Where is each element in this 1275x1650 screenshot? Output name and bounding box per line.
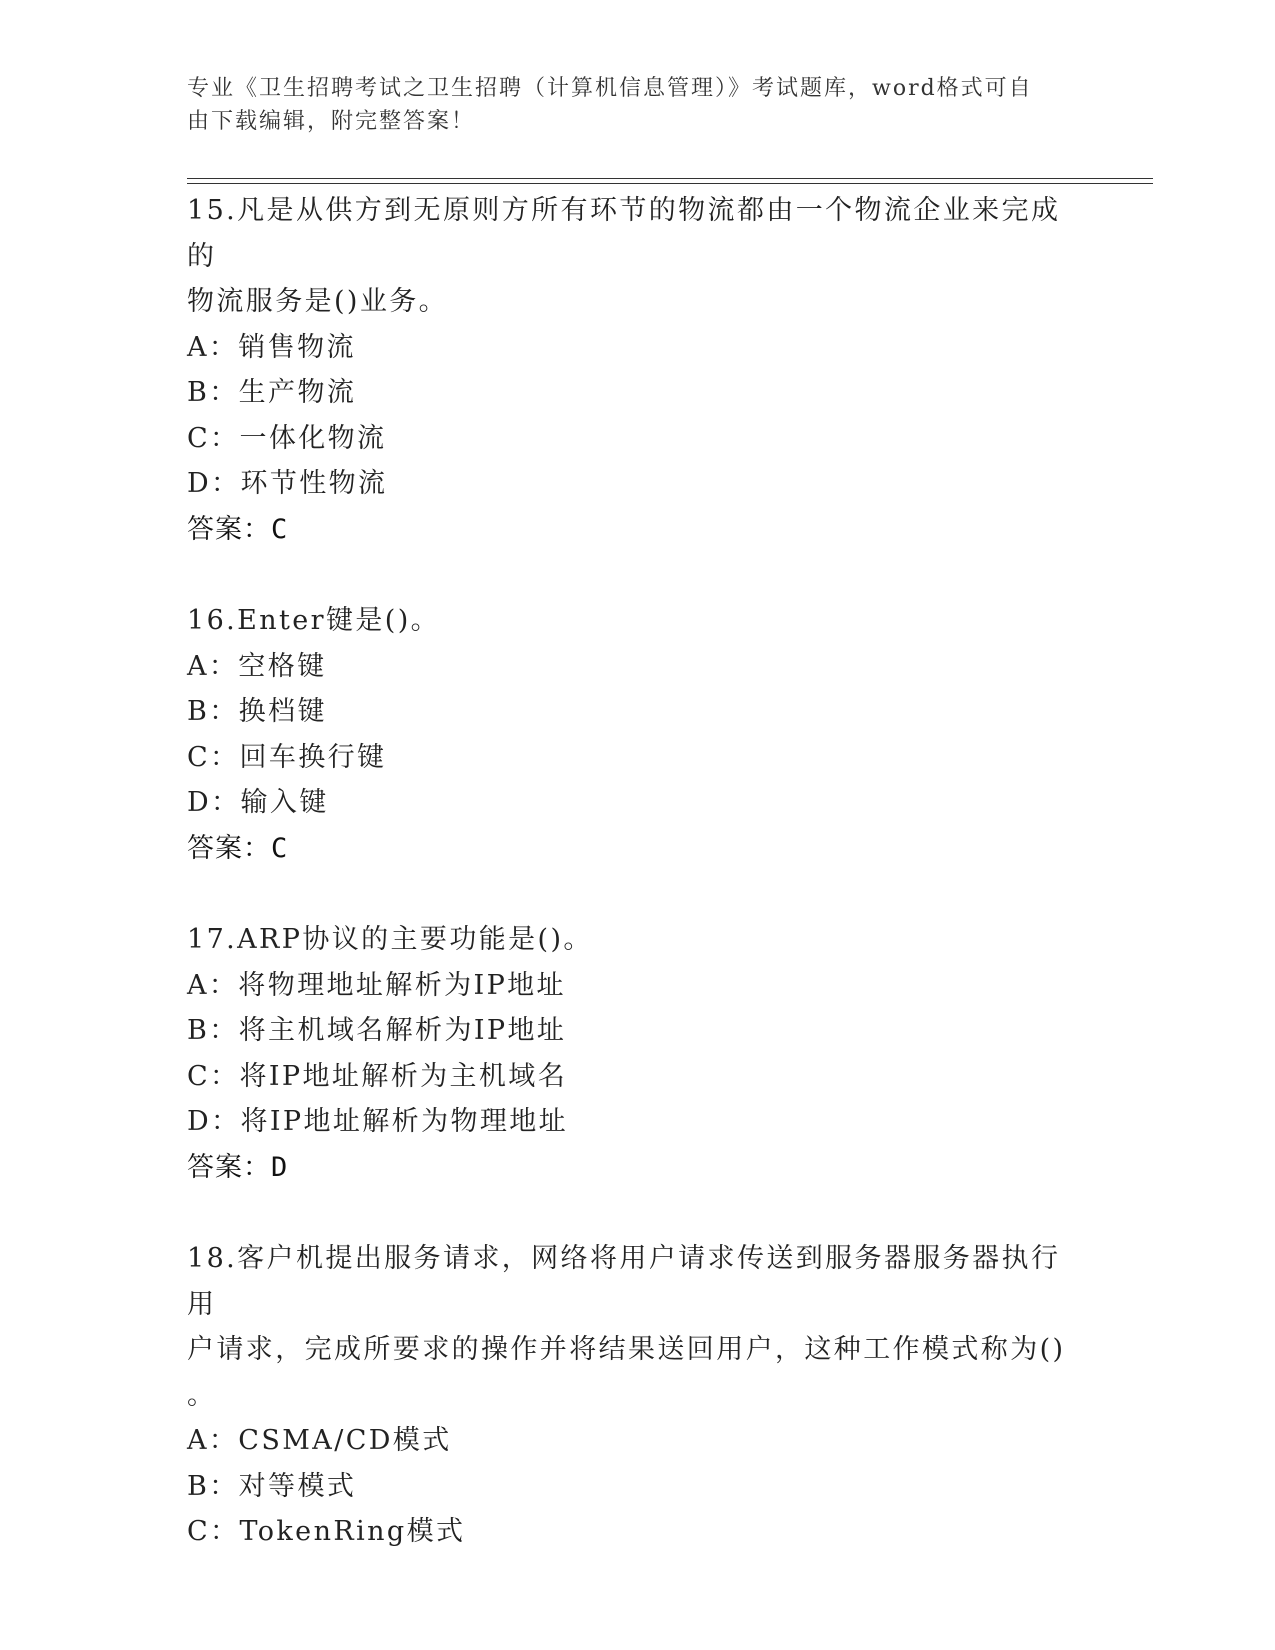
answer: 答案：C [187, 832, 289, 864]
question-text: 物流服务是()业务。 [187, 286, 449, 317]
option-c: C：TokenRing模式 [187, 1516, 466, 1547]
question-text: 户请求，完成所要求的操作并将结果送回用户，这种工作模式称为() [187, 1334, 1066, 1365]
option-b: B：换档键 [187, 696, 327, 727]
option-d: D：将IP地址解析为物理地址 [187, 1106, 569, 1137]
option-c: C：将IP地址解析为主机域名 [187, 1060, 568, 1092]
option-a: A：销售物流 [187, 331, 356, 363]
header-line-1: 专业《卫生招聘考试之卫生招聘（计算机信息管理）》考试题库，word格式可自 [187, 76, 1033, 101]
document-header [187, 72, 1087, 138]
header-line-2: 由下载编辑，附完整答案！ [187, 109, 476, 134]
option-a: A：CSMA/CD模式 [187, 1425, 452, 1456]
question-text: 。 [187, 1379, 217, 1411]
question-text: 16.Enter键是()。 [187, 605, 441, 636]
question-18 [187, 1236, 1087, 1555]
option-b: B：对等模式 [187, 1470, 357, 1502]
question-text: 18.客户机提出服务请求，网络将用户请求传送到服务器服务器执行用 [187, 1243, 1061, 1320]
question-17 [187, 917, 1087, 1190]
option-a: A：空格键 [187, 650, 327, 682]
option-c: C：一体化物流 [187, 422, 387, 454]
answer: 答案：D [187, 1151, 289, 1183]
option-c: C：回车换行键 [187, 741, 387, 773]
question-15 [187, 188, 1087, 552]
option-d: D：环节性物流 [187, 468, 388, 499]
option-a: A：将物理地址解析为IP地址 [187, 969, 566, 1001]
answer: 答案：C [187, 513, 289, 545]
question-text: 17.ARP协议的主要功能是()。 [187, 924, 593, 955]
header-divider-bottom [187, 183, 1153, 184]
option-d: D：输入键 [187, 787, 329, 818]
option-b: B：生产物流 [187, 377, 357, 408]
question-list [187, 188, 1087, 1601]
header-divider-top [187, 178, 1153, 179]
question-text: 15.凡是从供方到无原则方所有环节的物流都由一个物流企业来完成的 [187, 195, 1061, 272]
option-b: B：将主机域名解析为IP地址 [187, 1015, 567, 1046]
question-16 [187, 598, 1087, 871]
